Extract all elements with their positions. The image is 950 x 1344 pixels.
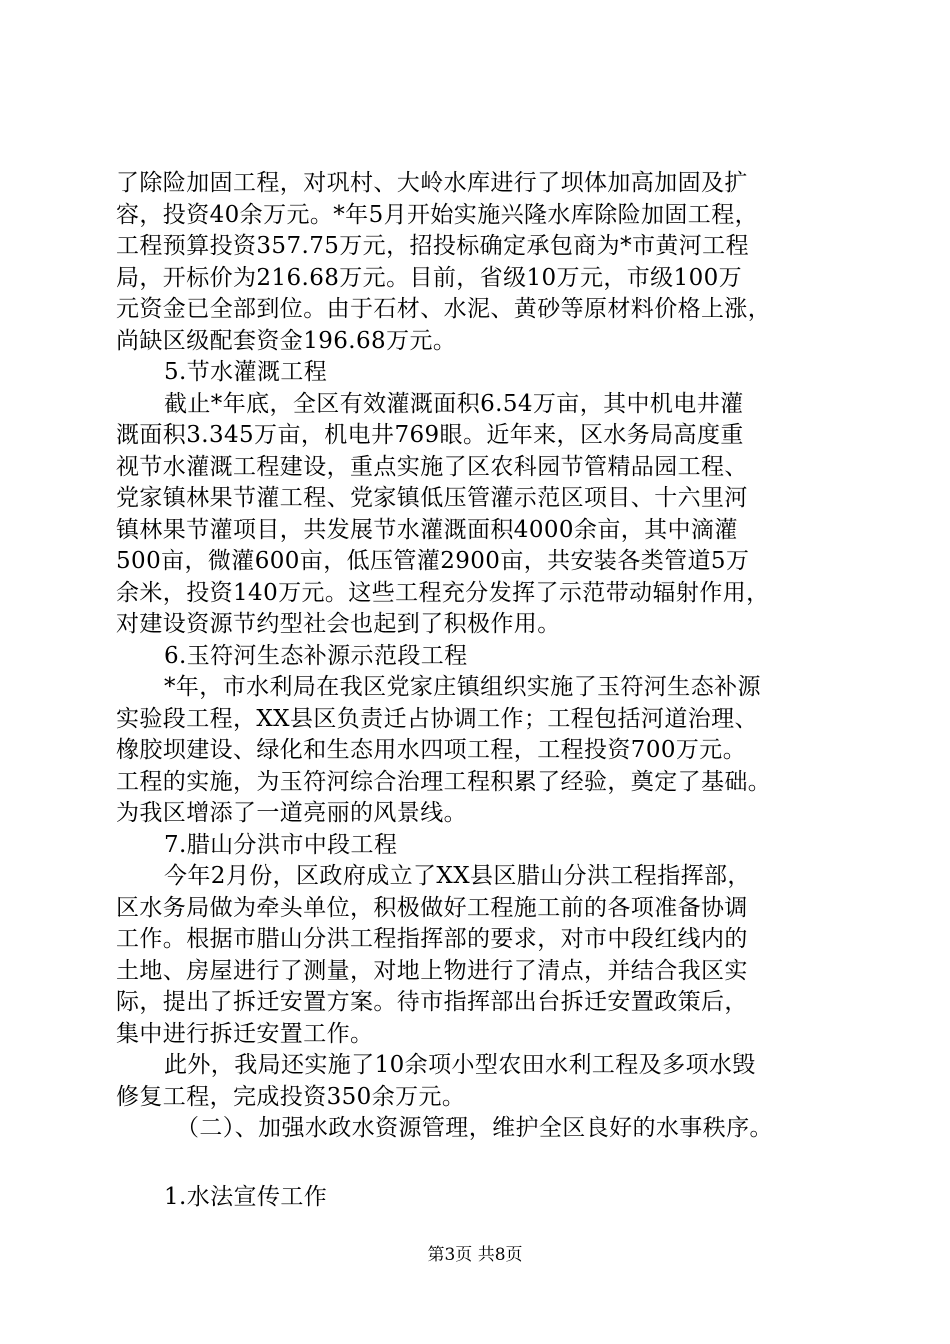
body-text-line: 了除险加固工程，对巩村、大岭水库进行了坝体加高加固及扩	[116, 170, 748, 196]
body-text-line: 局，开标价为216.68万元。目前，省级10万元，市级100万	[116, 264, 743, 291]
body-text-line: 际，提出了拆迁安置方案。待市指挥部出台拆迁安置政策后，	[116, 989, 748, 1015]
body-text-line: 溉面积3.345万亩，机电井769眼。近年来，区水务局高度重	[116, 422, 744, 448]
page-footer	[0, 1245, 950, 1265]
body-text-line: 此外，我局还实施了10余项小型农田水利工程及多项水毁	[164, 1052, 756, 1078]
body-text-line: 对建设资源节约型社会也起到了积极作用。	[116, 611, 561, 637]
body-text-line: *年，市水利局在我区党家庄镇组织实施了玉符河生态补源	[164, 674, 761, 700]
document-body	[116, 168, 846, 1213]
body-text-line: 土地、房屋进行了测量，对地上物进行了清点，并结合我区实	[116, 957, 748, 984]
body-text-line: 修复工程，完成投资350余万元。	[116, 1083, 466, 1110]
body-text-line: 500亩，微灌600亩，低压管灌2900亩，共安装各类管道5万	[116, 548, 750, 574]
body-text-line: 为我区增添了一道亮丽的风景线。	[116, 800, 467, 826]
section-heading: 5.节水灌溉工程	[164, 359, 328, 385]
body-text-line: 余米，投资140万元。这些工程充分发挥了示范带动辐射作用，	[116, 579, 770, 606]
body-text-line: 党家镇林果节灌工程、党家镇低压管灌示范区项目、十六里河	[116, 485, 748, 511]
body-text-line: 工程预算投资357.75万元，招投标确定承包商为*市黄河工程	[116, 233, 749, 259]
body-text-line: 集中进行拆迁安置工作。	[116, 1020, 374, 1047]
body-text-line: 尚缺区级配套资金196.68万元。	[116, 327, 457, 354]
paragraph-spacer	[116, 1145, 846, 1182]
body-text-line: 元资金已全部到位。由于石材、水泥、黄砂等原材料价格上涨，	[116, 296, 772, 322]
section-heading: 1.水法宣传工作	[164, 1183, 328, 1210]
body-text-line: 实验段工程，XX县区负责迁占协调工作；工程包括河道治理、	[116, 705, 758, 732]
body-text-line: 镇林果节灌项目，共发展节水灌溉面积4000余亩，其中滴灌	[116, 516, 738, 543]
body-text-line: 截止*年底，全区有效灌溉面积6.54万亩，其中机电井灌	[164, 390, 744, 417]
body-text-line: 今年2月份，区政府成立了XX县区腊山分洪工程指挥部，	[164, 863, 751, 889]
section-heading: 7.腊山分洪市中段工程	[164, 831, 398, 858]
body-text-line: 区水务局做为牵头单位，积极做好工程施工前的各项准备协调	[116, 894, 748, 921]
body-text-line: 橡胶坝建设、绿化和生态用水四项工程，工程投资700万元。	[116, 737, 747, 763]
page-number: 第3页 共8页	[427, 1245, 523, 1265]
body-text-line: 视节水灌溉工程建设，重点实施了区农科园节管精品园工程、	[116, 453, 748, 480]
body-text-line: 工作。根据市腊山分洪工程指挥部的要求，对市中段红线内的	[116, 926, 748, 952]
body-text-line: 工程的实施，为玉符河综合治理工程积累了经验，奠定了基础。	[116, 768, 772, 795]
section-heading: 6.玉符河生态补源示范段工程	[164, 642, 468, 669]
body-text-line: 容，投资40余万元。*年5月开始实施兴隆水库除险加固工程，	[116, 201, 758, 228]
section-title: （二）、加强水政水资源管理，维护全区良好的水事秩序。	[176, 1115, 773, 1141]
